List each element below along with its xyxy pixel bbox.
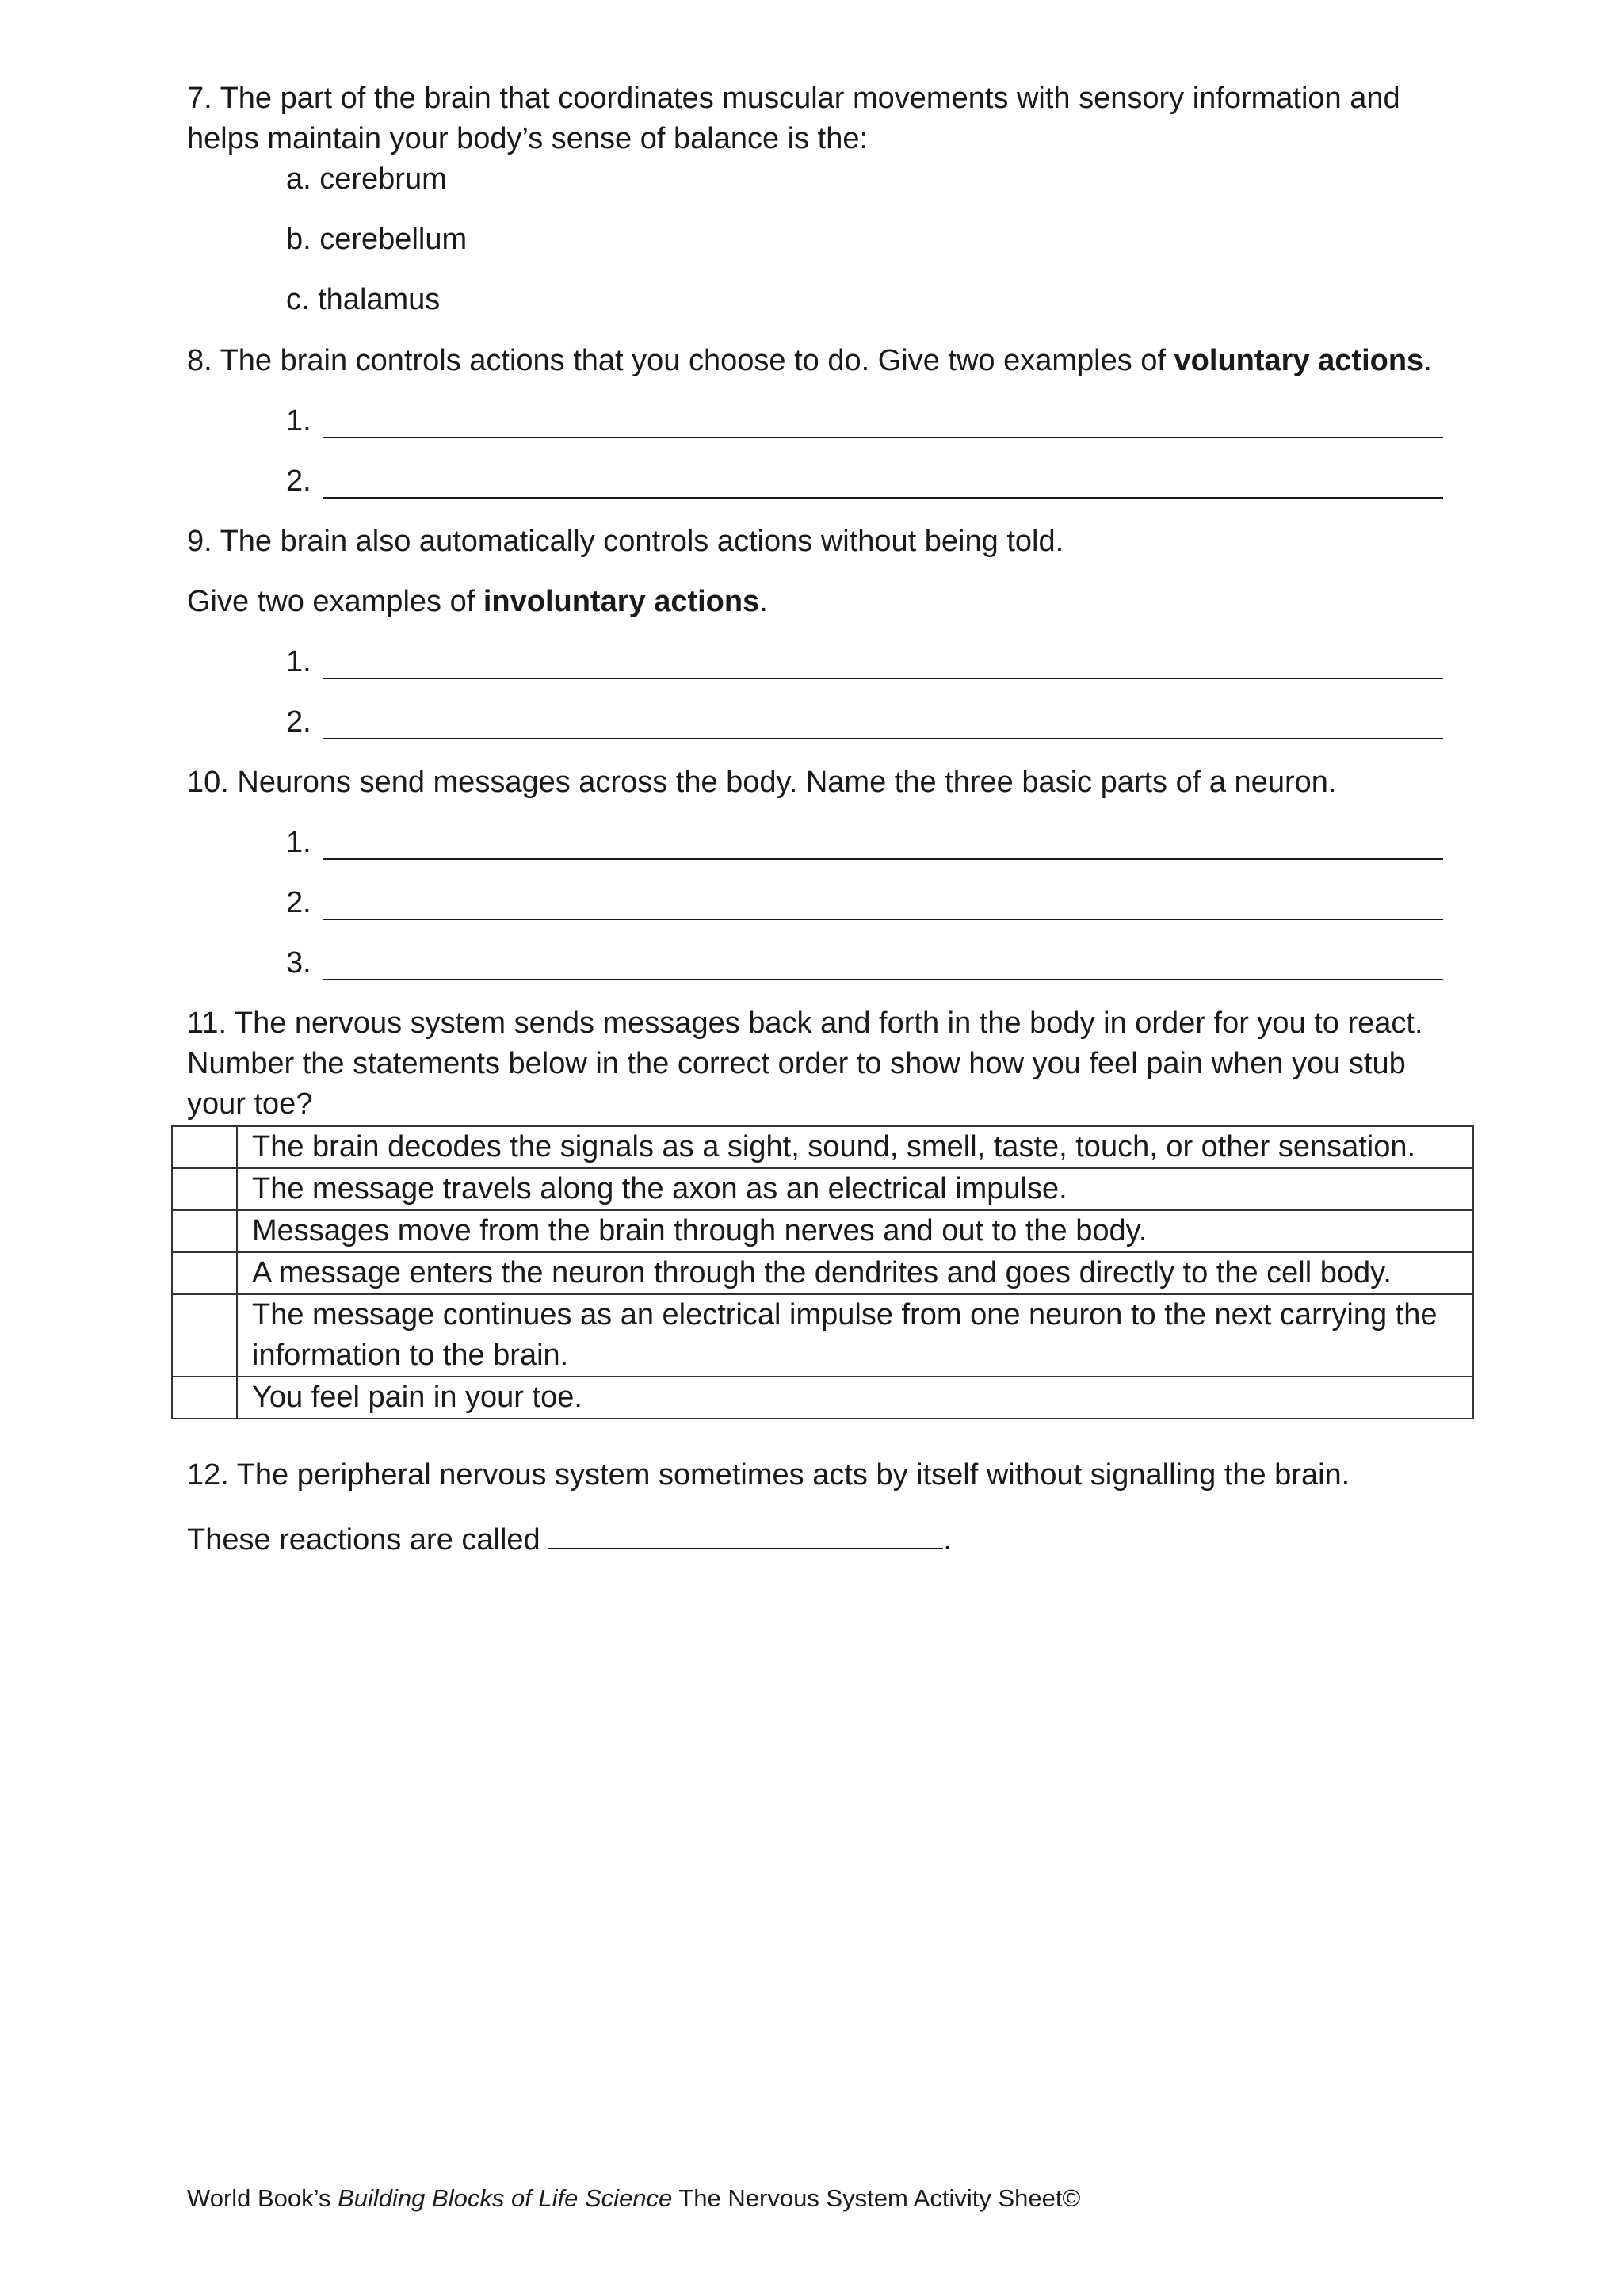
q7-text-line-2: helps maintain your body’s sense of balance is the: bbox=[187, 122, 869, 155]
q12-answer-blank[interactable] bbox=[548, 1516, 943, 1549]
statement-cell: The message travels along the axon as an electrical impulse. bbox=[237, 1168, 1473, 1210]
order-number-box[interactable] bbox=[172, 1294, 237, 1377]
table-row bbox=[172, 1377, 1473, 1419]
footer-suffix: The Nervous System Activity Sheet© bbox=[672, 2184, 1081, 2212]
q12-text-line-1: 12. The peripheral nervous system sometimes acts by itself without signalling the brain. bbox=[187, 1458, 1350, 1492]
q7-text-line-1: 7. The part of the brain that coordinates muscular movements with sensory information and bbox=[187, 82, 1400, 115]
q9-prefix: Give two examples of bbox=[187, 585, 483, 618]
q7-option-c: c. thalamus bbox=[286, 283, 441, 316]
order-number-box[interactable] bbox=[172, 1168, 237, 1210]
statement-cell: Messages move from the brain through nerves and out to the body. bbox=[237, 1210, 1473, 1252]
order-number-box[interactable] bbox=[172, 1377, 237, 1419]
q9-bold-term: involuntary actions bbox=[483, 585, 760, 618]
q7-option-a: a. cerebrum bbox=[286, 162, 447, 196]
answer-number: 1. bbox=[286, 404, 311, 437]
table-row bbox=[172, 1126, 1473, 1168]
answer-number: 2. bbox=[286, 464, 311, 498]
table-row bbox=[172, 1252, 1473, 1294]
q9-answer-1[interactable] bbox=[286, 642, 1443, 682]
page-footer bbox=[187, 2183, 1080, 2214]
q7-option-b: b. cerebellum bbox=[286, 223, 468, 256]
answer-blank-line[interactable] bbox=[323, 497, 1443, 499]
q9-text-line-2 bbox=[187, 582, 768, 622]
q11-text-line-3: your toe? bbox=[187, 1087, 313, 1121]
q8-answer-1[interactable] bbox=[286, 401, 1443, 441]
q9-suffix: . bbox=[759, 585, 768, 618]
q11-text-line-1: 11. The nervous system sends messages back and forth in the body in order for you to react. bbox=[187, 1007, 1423, 1040]
order-number-box[interactable] bbox=[172, 1252, 237, 1294]
q8-suffix: . bbox=[1423, 344, 1432, 377]
statement-cell: The brain decodes the signals as a sight, sound, smell, taste, touch, or other sensation. bbox=[237, 1126, 1473, 1168]
footer-prefix: World Book’s bbox=[187, 2184, 338, 2212]
answer-blank-line[interactable] bbox=[323, 858, 1443, 860]
answer-blank-line[interactable] bbox=[323, 678, 1443, 679]
q11-text-line-2: Number the statements below in the correct order to show how you feel pain when you stub bbox=[187, 1047, 1406, 1080]
answer-number: 2. bbox=[286, 705, 311, 739]
q10-text: 10. Neurons send messages across the body. Name the three basic parts of a neuron. bbox=[187, 766, 1337, 799]
answer-blank-line[interactable] bbox=[323, 437, 1443, 438]
table-row bbox=[172, 1210, 1473, 1252]
statement-cell: The message continues as an electrical impulse from one neuron to the next carrying the information to the brain. bbox=[237, 1294, 1473, 1377]
footer-book-title: Building Blocks of Life Science bbox=[338, 2184, 673, 2212]
q8-prefix: 8. The brain controls actions that you choose to do. Give two examples of bbox=[187, 344, 1174, 377]
answer-number: 2. bbox=[286, 886, 311, 919]
answer-number: 1. bbox=[286, 826, 311, 859]
table-row bbox=[172, 1168, 1473, 1210]
order-number-box[interactable] bbox=[172, 1126, 237, 1168]
ordering-table bbox=[171, 1125, 1474, 1419]
answer-blank-line[interactable] bbox=[323, 919, 1443, 920]
q12-suffix: . bbox=[943, 1523, 952, 1557]
q9-text-line-1: 9. The brain also automatically controls actions without being told. bbox=[187, 525, 1064, 558]
q9-answer-2[interactable] bbox=[286, 702, 1443, 743]
q12-text-line-2 bbox=[187, 1516, 952, 1561]
q10-answer-3[interactable] bbox=[286, 943, 1443, 984]
q10-answer-1[interactable] bbox=[286, 823, 1443, 863]
answer-blank-line[interactable] bbox=[323, 738, 1443, 739]
q8-bold-term: voluntary actions bbox=[1174, 344, 1424, 377]
statement-cell: You feel pain in your toe. bbox=[237, 1377, 1473, 1419]
order-number-box[interactable] bbox=[172, 1210, 237, 1252]
answer-number: 3. bbox=[286, 946, 311, 980]
answer-blank-line[interactable] bbox=[323, 979, 1443, 980]
q10-answer-2[interactable] bbox=[286, 883, 1443, 923]
q8-answer-2[interactable] bbox=[286, 461, 1443, 502]
table-row bbox=[172, 1294, 1473, 1377]
q12-prefix: These reactions are called bbox=[187, 1523, 549, 1557]
answer-number: 1. bbox=[286, 645, 311, 678]
q8-text bbox=[187, 341, 1432, 381]
statement-cell: A message enters the neuron through the dendrites and goes directly to the cell body. bbox=[237, 1252, 1473, 1294]
